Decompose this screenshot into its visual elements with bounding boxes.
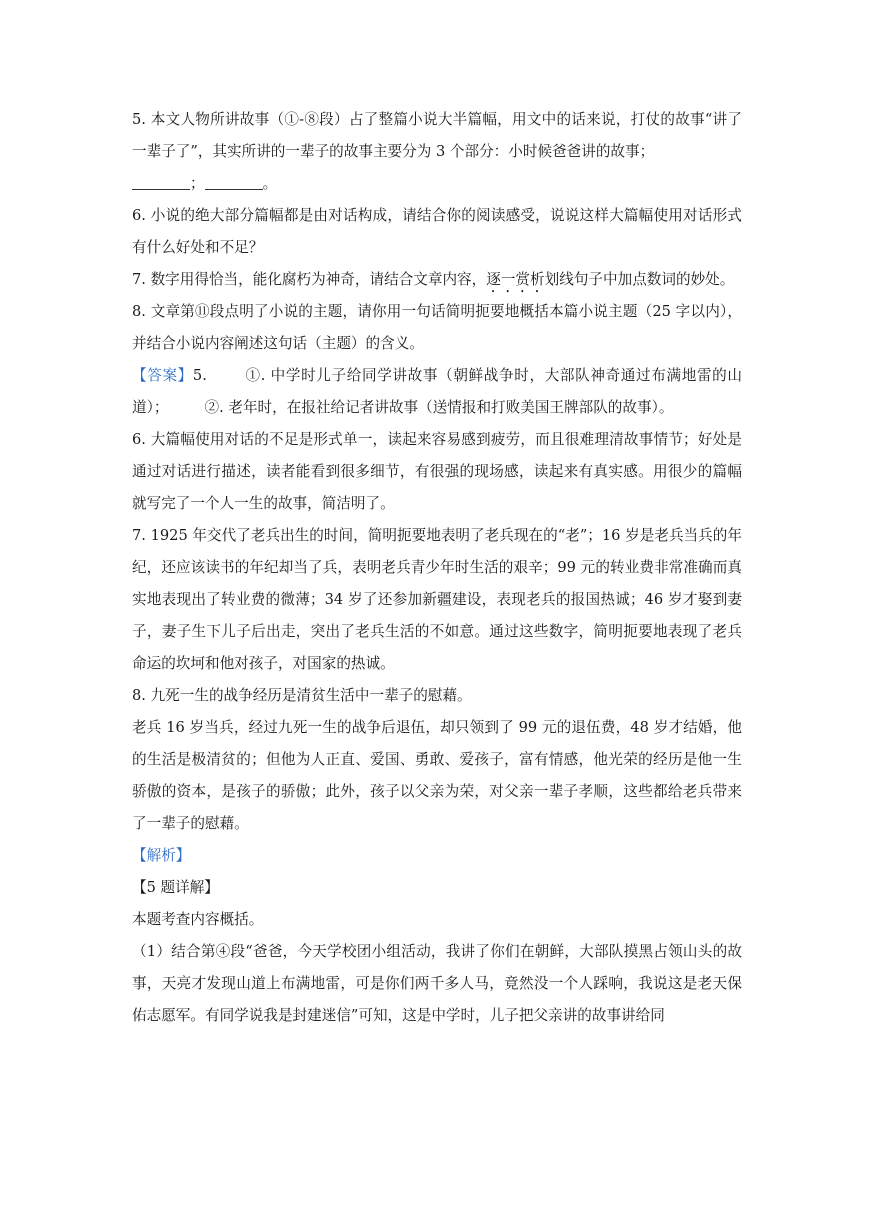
answer-blank-1 xyxy=(132,175,190,190)
period: 。 xyxy=(262,175,278,192)
question-7 xyxy=(132,264,742,296)
answer-5-part-2: ②. 老年时，在报社给记者讲故事（送情报和打败美国王牌部队的故事）。 xyxy=(204,399,674,416)
answer-5-part-1: ①. 中学时儿子给同学讲故事（朝鲜战争时，大部队神奇通过布满地雷的山道）； xyxy=(132,367,742,416)
analysis-subheading: 【5 题详解】 xyxy=(132,879,219,896)
answer-blank-2 xyxy=(205,175,263,190)
question-7-text: 7. 数字用得恰当，能化腐朽为神奇，请结合文章内容， xyxy=(132,271,487,288)
answer-5-number: 5. xyxy=(192,367,207,384)
document-page xyxy=(132,104,742,1032)
answer-7: 7. 1925 年交代了老兵出生的时间，简明扼要地表明了老兵现在的“老”；16 岁是老兵当兵的年纪，还应该读书的年纪却当了兵，表明老兵青少年时生活的艰辛；99 元的转业费非常准确而真实地表现出了转业费的微薄；34 岁了还参加新疆建设，表现老兵的报国热诚；46 岁才娶到妻子，妻子生下儿子后出走，突出了老兵生活的不如意。通过这些数字，简明扼要地表现了老兵命运的坎坷和他对孩子，对国家的热诚。 xyxy=(132,527,742,672)
emphasized-text: 逐一赏析 xyxy=(486,271,545,288)
question-5 xyxy=(132,104,742,200)
separator: ； xyxy=(190,175,205,192)
answer-8-explanation: 老兵 16 岁当兵，经过九死一生的战争后退伍，却只领到了 99 元的退伍费，48 岁才结婚，他的生活是极清贫的；但他为人正直、爱国、勇敢、爱孩子，富有情感，他光荣的经历是他一生骄傲的资本，是孩子的骄傲；此外，孩子以父亲为荣，对父亲一辈子孝顺，这些都给老兵带来了一辈子的慰藉。 xyxy=(132,719,742,832)
analysis-paragraph-1: （1）结合第④段“爸爸，今天学校团小组活动，我讲了你们在朝鲜，大部队摸黑占领山头的故事，天亮才发现山道上布满地雷，可是你们两千多人马，竟然没一个人踩响，我说这是老天保佑志愿军。有同学说我是封建迷信”可知，这是中学时，儿子把父亲讲的故事讲给同 xyxy=(132,943,742,1024)
question-5-text: 5. 本文人物所讲故事（①-⑧段）占了整篇小说大半篇幅，用文中的话来说，打仗的故事“讲了一辈子了”，其实所讲的一辈子的故事主要分为 3 个部分：小时候爸爸讲的故事； xyxy=(132,111,742,160)
answer-6: 6. 大篇幅使用对话的不足是形式单一，读起来容易感到疲劳，而且很难理清故事情节；好处是通过对话进行描述，读者能看到很多细节，有很强的现场感，读起来有真实感。用很少的篇幅就写完了一个人一生的故事，简洁明了。 xyxy=(132,431,742,512)
question-8: 8. 文章第⑪段点明了小说的主题，请你用一句话简明扼要地概括本篇小说主题（25 字以内），并结合小说内容阐述这句话（主题）的含义。 xyxy=(132,303,742,352)
answer-label: 【答案】 xyxy=(132,367,193,384)
analysis-intro: 本题考查内容概括。 xyxy=(132,911,264,928)
answer-5 xyxy=(132,360,742,424)
question-7-text-end: 划线句子中加点数词的妙处。 xyxy=(544,271,735,288)
analysis-label: 【解析】 xyxy=(132,847,191,864)
question-6: 6. 小说的绝大部分篇幅都是由对话构成，请结合你的阅读感受，说说这样大篇幅使用对话形式有什么好处和不足？ xyxy=(132,207,742,256)
answer-8-theme: 8. 九死一生的战争经历是清贫生活中一辈子的慰藉。 xyxy=(132,687,472,704)
